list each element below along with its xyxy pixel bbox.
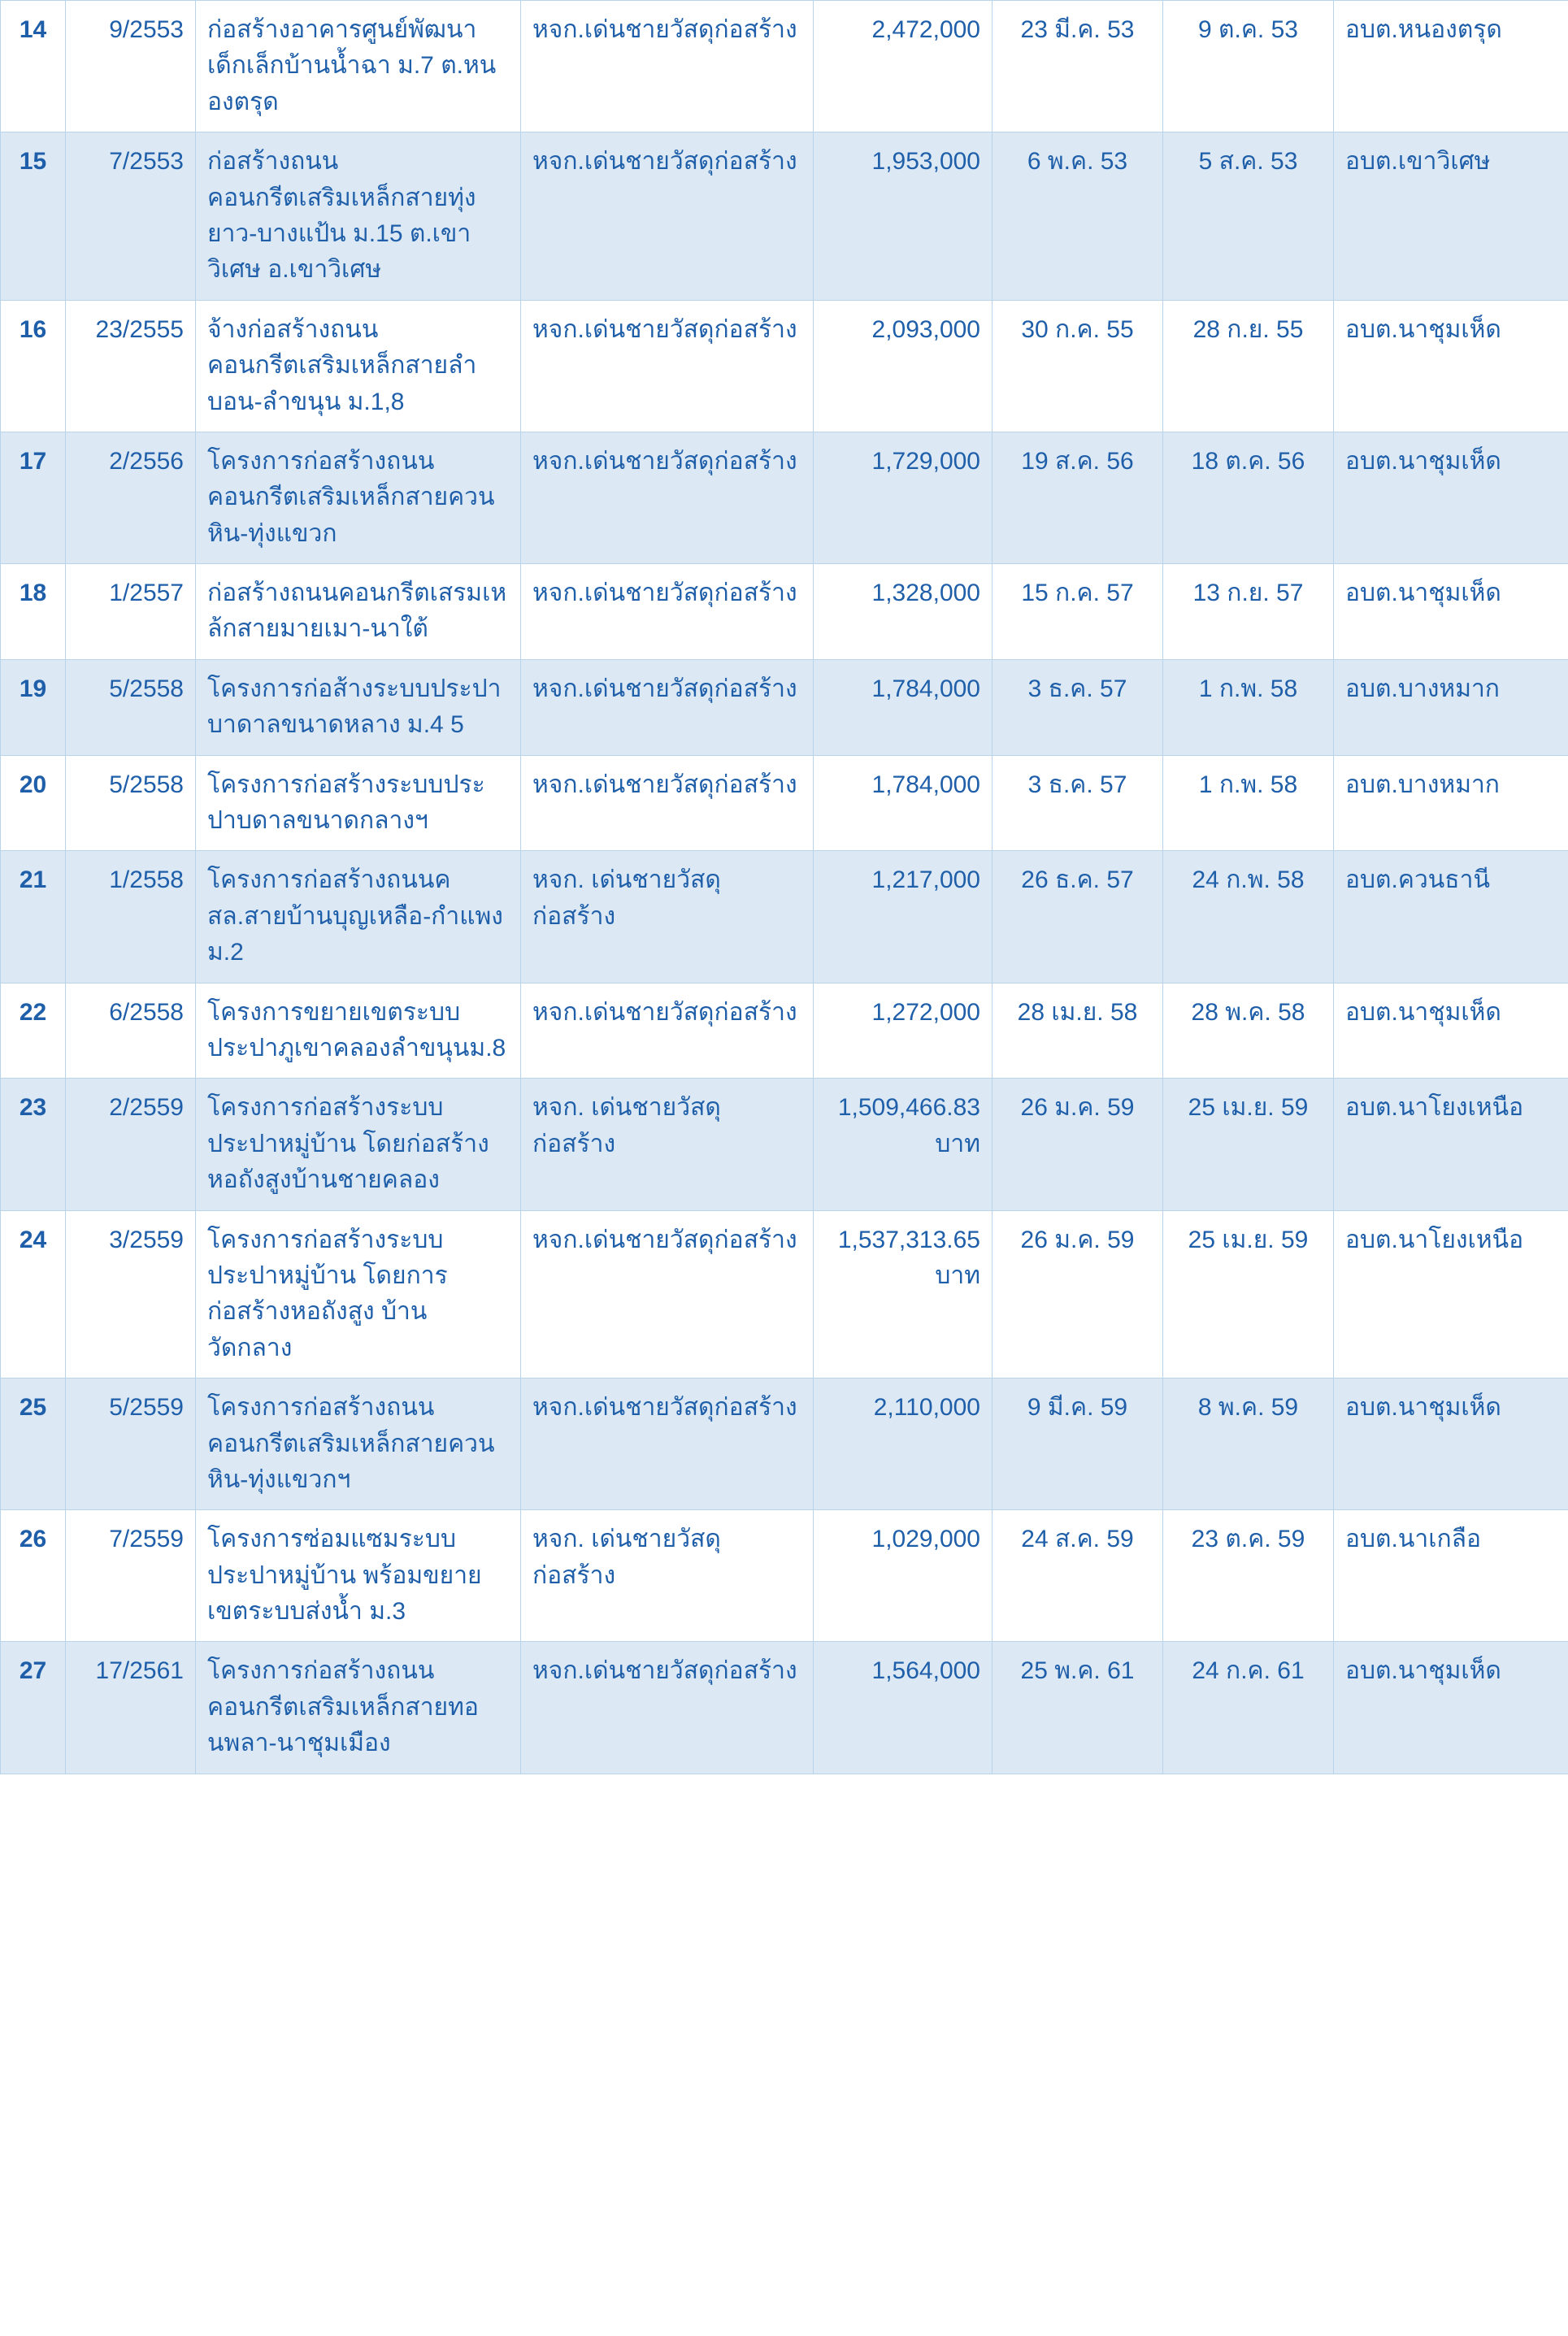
table-row: [1, 300, 1568, 432]
cell-organization: อบต.นาชุมเห็ด: [1334, 300, 1568, 432]
table-row: [1, 1, 1568, 132]
cell-contract-code: 1/2557: [66, 564, 196, 660]
cell-row-number: 17: [1, 432, 66, 563]
cell-amount: 1,029,000: [814, 1510, 992, 1642]
cell-amount: 1,272,000: [814, 983, 992, 1079]
cell-organization: อบต.หนองตรุด: [1334, 1, 1568, 132]
cell-row-number: 15: [1, 132, 66, 301]
cell-amount: 1,953,000: [814, 132, 992, 301]
cell-contractor: หจก. เด่นชายวัสดุก่อสร้าง: [521, 851, 814, 983]
table-row: [1, 659, 1568, 755]
cell-row-number: 26: [1, 1510, 66, 1642]
cell-amount: 1,537,313.65 บาท: [814, 1210, 992, 1379]
table-row: [1, 1510, 1568, 1642]
cell-row-number: 14: [1, 1, 66, 132]
cell-amount: 1,784,000: [814, 755, 992, 851]
cell-contractor: หจก.เด่นชายวัสดุก่อสร้าง: [521, 1379, 814, 1510]
cell-end-date: 8 พ.ค. 59: [1163, 1379, 1334, 1510]
cell-row-number: 18: [1, 564, 66, 660]
cell-organization: อบต.นาชุมเห็ด: [1334, 432, 1568, 563]
cell-start-date: 26 ม.ค. 59: [992, 1210, 1163, 1379]
cell-contract-code: 7/2553: [66, 132, 196, 301]
cell-end-date: 18 ต.ค. 56: [1163, 432, 1334, 563]
cell-project-name: โครงการก่อสร้างถนนคสล.สายบ้านบุญเหลือ-กำแพง ม.2: [196, 851, 521, 983]
cell-contract-code: 3/2559: [66, 1210, 196, 1379]
cell-row-number: 25: [1, 1379, 66, 1510]
cell-project-name: ก่อสร้างถนนคอนกรีตเสริมเหล็กสายทุ่งยาว-บางแป้น ม.15 ต.เขาวิเศษ อ.เขาวิเศษ: [196, 132, 521, 301]
cell-organization: อบต.นาชุมเห็ด: [1334, 1642, 1568, 1774]
table-row: [1, 983, 1568, 1079]
cell-start-date: 26 ธ.ค. 57: [992, 851, 1163, 983]
cell-start-date: 23 มี.ค. 53: [992, 1, 1163, 132]
cell-project-name: โครงการก่อสร้างถนนคอนกรีตเสริมเหล็กสายควนหิน-ทุ่งแขวก: [196, 432, 521, 563]
cell-start-date: 3 ธ.ค. 57: [992, 755, 1163, 851]
cell-organization: อบต.บางหมาก: [1334, 659, 1568, 755]
cell-organization: อบต.นาชุมเห็ด: [1334, 1379, 1568, 1510]
cell-start-date: 6 พ.ค. 53: [992, 132, 1163, 301]
cell-row-number: 27: [1, 1642, 66, 1774]
cell-contract-code: 7/2559: [66, 1510, 196, 1642]
cell-amount: 2,093,000: [814, 300, 992, 432]
cell-project-name: โครงการก่อสร้างระบบประปาหมู่บ้าน โดยการก่อสร้างหอถังสูง บ้านวัดกลาง: [196, 1210, 521, 1379]
cell-project-name: โครงการก่อสร้างถนนคอนกรีตเสริมเหล็กสายทอนพลา-นาชุมเมือง: [196, 1642, 521, 1774]
cell-start-date: 25 พ.ค. 61: [992, 1642, 1163, 1774]
cell-end-date: 28 ก.ย. 55: [1163, 300, 1334, 432]
cell-row-number: 23: [1, 1079, 66, 1210]
cell-project-name: ก่อสร้างอาคารศูนย์พัฒนาเด็กเล็กบ้านน้ำฉา ม.7 ต.หนองตรุด: [196, 1, 521, 132]
cell-organization: อบต.นาชุมเห็ด: [1334, 983, 1568, 1079]
cell-project-name: จ้างก่อสร้างถนนคอนกรีตเสริมเหล็กสายลำบอน-ลำขนุน ม.1,8: [196, 300, 521, 432]
cell-row-number: 22: [1, 983, 66, 1079]
cell-amount: 1,729,000: [814, 432, 992, 563]
cell-amount: 1,784,000: [814, 659, 992, 755]
cell-contract-code: 2/2556: [66, 432, 196, 563]
cell-project-name: โครงการก่อสร้างระบบประปาหมู่บ้าน โดยก่อสร้างหอถังสูงบ้านชายคลอง: [196, 1079, 521, 1210]
cell-contractor: หจก.เด่นชายวัสดุก่อสร้าง: [521, 1210, 814, 1379]
cell-start-date: 19 ส.ค. 56: [992, 432, 1163, 563]
cell-contractor: หจก.เด่นชายวัสดุก่อสร้าง: [521, 983, 814, 1079]
cell-project-name: โครงการขยายเขตระบบประปาภูเขาคลองลำขนุนม.8: [196, 983, 521, 1079]
cell-row-number: 21: [1, 851, 66, 983]
cell-amount: 1,509,466.83 บาท: [814, 1079, 992, 1210]
cell-contractor: หจก.เด่นชายวัสดุก่อสร้าง: [521, 564, 814, 660]
cell-contract-code: 5/2558: [66, 755, 196, 851]
cell-project-name: โครงการซ่อมแซมระบบประปาหมู่บ้าน พร้อมขยายเขตระบบส่งน้ำ ม.3: [196, 1510, 521, 1642]
cell-organization: อบต.เขาวิเศษ: [1334, 132, 1568, 301]
cell-row-number: 24: [1, 1210, 66, 1379]
cell-amount: 1,217,000: [814, 851, 992, 983]
cell-contractor: หจก. เด่นชายวัสดุก่อสร้าง: [521, 1079, 814, 1210]
cell-end-date: 1 ก.พ. 58: [1163, 659, 1334, 755]
cell-contractor: หจก. เด่นชายวัสดุก่อสร้าง: [521, 1510, 814, 1642]
cell-contractor: หจก.เด่นชายวัสดุก่อสร้าง: [521, 1, 814, 132]
cell-end-date: 24 ก.พ. 58: [1163, 851, 1334, 983]
cell-end-date: 9 ต.ค. 53: [1163, 1, 1334, 132]
table-row: [1, 432, 1568, 563]
cell-contractor: หจก.เด่นชายวัสดุก่อสร้าง: [521, 1642, 814, 1774]
cell-project-name: โครงการก่อสร้างถนนคอนกรีตเสริมเหล็กสายควนหิน-ทุ่งแขวกฯ: [196, 1379, 521, 1510]
cell-end-date: 1 ก.พ. 58: [1163, 755, 1334, 851]
cell-start-date: 3 ธ.ค. 57: [992, 659, 1163, 755]
cell-project-name: โครงการก่อสร้างระบบประปาบดาลขนาดกลางฯ: [196, 755, 521, 851]
table-row: [1, 851, 1568, 983]
contract-table-body: [1, 1, 1568, 1774]
cell-contract-code: 9/2553: [66, 1, 196, 132]
table-row: [1, 1642, 1568, 1774]
table-row: [1, 1379, 1568, 1510]
cell-start-date: 24 ส.ค. 59: [992, 1510, 1163, 1642]
cell-contractor: หจก.เด่นชายวัสดุก่อสร้าง: [521, 300, 814, 432]
cell-amount: 1,328,000: [814, 564, 992, 660]
cell-contractor: หจก.เด่นชายวัสดุก่อสร้าง: [521, 755, 814, 851]
cell-contract-code: 17/2561: [66, 1642, 196, 1774]
table-row: [1, 755, 1568, 851]
cell-row-number: 19: [1, 659, 66, 755]
cell-end-date: 28 พ.ค. 58: [1163, 983, 1334, 1079]
cell-project-name: ก่อสร้างถนนคอนกรีตเสรมเหล้กสายมายเมา-นาใต้: [196, 564, 521, 660]
table-row: [1, 564, 1568, 660]
cell-organization: อบต.ควนธานี: [1334, 851, 1568, 983]
table-row: [1, 1079, 1568, 1210]
cell-start-date: 26 ม.ค. 59: [992, 1079, 1163, 1210]
table-row: [1, 1210, 1568, 1379]
cell-project-name: โครงการก่อส้างระบบประปาบาดาลขนาดหลาง ม.4 5: [196, 659, 521, 755]
cell-contractor: หจก.เด่นชายวัสดุก่อสร้าง: [521, 132, 814, 301]
cell-contract-code: 5/2558: [66, 659, 196, 755]
cell-start-date: 28 เม.ย. 58: [992, 983, 1163, 1079]
cell-organization: อบต.นาโยงเหนือ: [1334, 1079, 1568, 1210]
cell-contractor: หจก.เด่นชายวัสดุก่อสร้าง: [521, 432, 814, 563]
cell-end-date: 24 ก.ค. 61: [1163, 1642, 1334, 1774]
table-row: [1, 132, 1568, 301]
cell-end-date: 25 เม.ย. 59: [1163, 1210, 1334, 1379]
cell-end-date: 25 เม.ย. 59: [1163, 1079, 1334, 1210]
cell-end-date: 13 ก.ย. 57: [1163, 564, 1334, 660]
cell-row-number: 16: [1, 300, 66, 432]
cell-contract-code: 5/2559: [66, 1379, 196, 1510]
cell-end-date: 5 ส.ค. 53: [1163, 132, 1334, 301]
cell-amount: 1,564,000: [814, 1642, 992, 1774]
cell-start-date: 15 ก.ค. 57: [992, 564, 1163, 660]
cell-organization: อบต.บางหมาก: [1334, 755, 1568, 851]
cell-contractor: หจก.เด่นชายวัสดุก่อสร้าง: [521, 659, 814, 755]
cell-start-date: 9 มี.ค. 59: [992, 1379, 1163, 1510]
cell-row-number: 20: [1, 755, 66, 851]
cell-contract-code: 1/2558: [66, 851, 196, 983]
cell-end-date: 23 ต.ค. 59: [1163, 1510, 1334, 1642]
cell-contract-code: 23/2555: [66, 300, 196, 432]
cell-contract-code: 6/2558: [66, 983, 196, 1079]
cell-organization: อบต.นาเกลือ: [1334, 1510, 1568, 1642]
cell-contract-code: 2/2559: [66, 1079, 196, 1210]
cell-start-date: 30 ก.ค. 55: [992, 300, 1163, 432]
cell-amount: 2,110,000: [814, 1379, 992, 1510]
cell-organization: อบต.นาโยงเหนือ: [1334, 1210, 1568, 1379]
cell-amount: 2,472,000: [814, 1, 992, 132]
cell-organization: อบต.นาชุมเห็ด: [1334, 564, 1568, 660]
